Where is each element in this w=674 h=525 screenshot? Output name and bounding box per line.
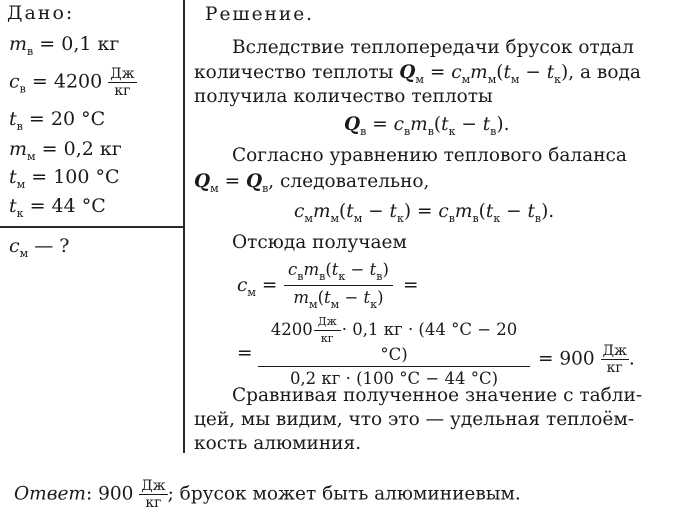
vertical-divider [183,0,185,453]
formula-q-water: $Q_в = c_вm_в(t_к - t_в)$. [344,114,510,138]
solution-line-1: Вследствие теплопередачи брусок отдал [232,37,634,58]
given-c-v: $c_в = 4200$ $\frac{Дж}{кг}$ [9,66,135,99]
solution-line-7: Сравнивая полученное значение с табли- [232,385,643,406]
unit-fraction: $\frac{Дж}{кг}$ [110,66,135,99]
given-t-k: $t_к = 44$ °C [9,195,106,220]
given-heading: Дано: [7,2,75,24]
given-t-m: $t_м = 100$ °C [9,166,120,191]
solution-line-9: кость алюминия. [194,433,362,454]
solution-heading: Решение. [205,4,315,25]
solution-line-4: Согласно уравнению теплового баланса [232,145,627,166]
formula-balance: $c_мm_м(t_м - t_к) = c_вm_в(t_к - t_в)$. [294,201,555,225]
calc-fraction: 4200 $\frac{Дж}{кг}$ · 0,1 кг · (44 °C − 20 °C) 0,2 кг · (100 °C − 44 °C) [258,316,530,388]
given-find: $c_м$ — ? [9,235,70,260]
solution-line-2: количество теплоты $Q_м = c_мm_м(t_м - t_к)$, а вода [194,62,641,86]
formula-cm-fraction: $c_вm_в(t_к - t_в)$ $m_м(t_м - t_к)$ [284,260,393,311]
calc-eq: = [237,343,253,364]
calc-result: = 900 $\frac{Дж}{кг}$ . [538,343,635,376]
solution-line-5: $Q_м = Q_в$, следовательно, [194,171,430,195]
answer-line: Ответ: 900 $\frac{Дж}{кг}$ ; брусок может быть алюминиевым. [14,478,521,511]
given-divider [0,226,183,228]
answer-label: Ответ [14,483,86,505]
given-m-v: $m_в = 0,1$ кг [9,33,120,58]
solution-line-6: Отсюда получаем [232,232,407,253]
solution-line-8: цей, мы видим, что это — удельная теплоём- [194,409,634,430]
given-m-m: $m_м = 0,2$ кг [9,138,122,163]
given-t-v: $t_в = 20$ °C [9,108,106,133]
solution-line-3: получила количество теплоты [194,86,493,107]
formula-cm-label: $c_м$ = [237,275,278,299]
formula-cm-eq: = [403,275,419,296]
